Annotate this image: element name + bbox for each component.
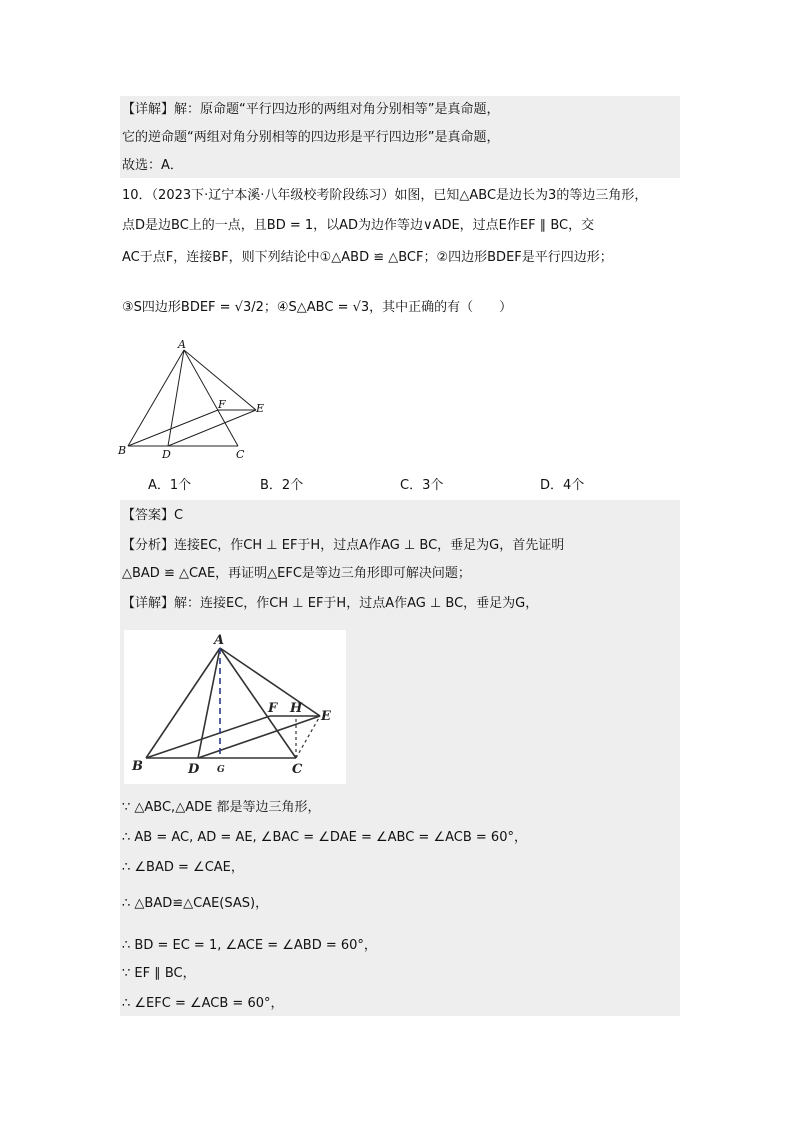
detail-line-2: 它的逆命题“两组对角分别相等的四边形是平行四边形”是真命题， [122, 130, 500, 145]
fig2-label-d: D [188, 762, 200, 777]
question-line-3: AC于点F，连接BF，则下列结论中①△ABD ≌ △BCF；②四边形BDEF是平行四边形； [122, 250, 613, 265]
proof-line-2: ∴ AB = AC, AD = AE, ∠BAC = ∠DAE = ∠ABC = ∠ACB = 60°， [122, 830, 527, 845]
answer-line: 【答案】C [122, 508, 184, 523]
fig1-line-ac [184, 350, 238, 446]
fig1-label-b: B [118, 444, 127, 457]
fig2-label-b: B [132, 759, 143, 774]
detail-line-3: 故选：A． [122, 158, 183, 173]
fig2-label-a: A [214, 633, 225, 648]
option-d: D．4个 [540, 478, 585, 493]
fig2-label-f: F [268, 701, 278, 716]
proof-line-1: ∵ △ABC,△ADE 都是等边三角形， [122, 800, 321, 815]
proof-line-3: ∴ ∠BAD = ∠CAE， [122, 860, 244, 875]
fig2-label-g: G [217, 765, 225, 775]
option-c: C．3个 [400, 478, 444, 493]
fig1-label-e: E [256, 402, 265, 415]
fig2-label-c: C [292, 762, 303, 777]
proof-line-4: ∴ △BAD≌△CAE(SAS)， [122, 896, 269, 911]
fig2-label-h: H [290, 701, 303, 716]
figure-1-geometry [114, 338, 274, 462]
detail-line-1: 【详解】解：原命题“平行四边形的两组对角分别相等”是真命题， [122, 102, 500, 117]
fig1-line-de [168, 410, 256, 446]
question-line-4: ③S四边形BDEF = √3/2；④S△ABC = √3，其中正确的有（ ） [122, 300, 513, 315]
fig1-label-c: C [236, 448, 245, 461]
figure-2-geometry [124, 630, 346, 784]
question-line-2: 点D是边BC上的一点，且BD = 1，以AD为边作等边∨ADE，过点E作EF ∥ BC，交 [122, 218, 595, 233]
option-a: A．1个 [148, 478, 192, 493]
analysis-line-2: △BAD ≌ △CAE，再证明△EFC是等边三角形即可解决问题； [122, 566, 471, 581]
analysis-line-1: 【分析】连接EC，作CH ⊥ EF于H，过点A作AG ⊥ BC，垂足为G，首先证明 [122, 538, 565, 553]
proof-line-7: ∴ ∠EFC = ∠ACB = 60°， [122, 996, 284, 1011]
fig1-label-d: D [162, 448, 171, 461]
detail-solution-line: 【详解】解：连接EC，作CH ⊥ EF于H，过点A作AG ⊥ BC，垂足为G， [122, 596, 539, 611]
fig2-label-e: E [321, 709, 331, 724]
question-line-1: 10．（2023下·辽宁本溪·八年级校考阶段练习）如图，已知△ABC是边长为3的等边三角形， [122, 188, 648, 203]
proof-line-5: ∴ BD = EC = 1, ∠ACE = ∠ABD = 60°， [122, 938, 377, 953]
fig1-label-a: A [178, 338, 186, 351]
option-b: B．2个 [260, 478, 304, 493]
proof-line-6: ∵ EF ∥ BC， [122, 966, 196, 981]
fig1-label-f: F [218, 398, 226, 411]
